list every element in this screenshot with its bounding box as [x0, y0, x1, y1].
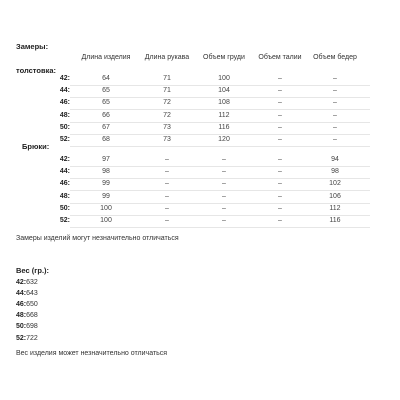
trousers-cell: 100 — [100, 217, 112, 224]
sweatshirt-cell: – — [278, 75, 282, 82]
weight-value: 643 — [26, 290, 38, 297]
weight-value: 698 — [26, 323, 38, 330]
trousers-size-label: 42: — [59, 156, 70, 163]
sweatshirt-size-label: 42: — [59, 75, 70, 82]
trousers-cell: 99 — [102, 193, 110, 200]
weight-row — [16, 335, 38, 342]
sweatshirt-cell: – — [333, 75, 337, 82]
sweatshirt-cell: 65 — [102, 99, 110, 106]
trousers-cell: – — [165, 156, 169, 163]
trousers-cell: 98 — [102, 168, 110, 175]
weight-value: 668 — [26, 312, 38, 319]
weight-size-label: 42: — [16, 279, 27, 286]
trousers-cell: 99 — [102, 180, 110, 187]
sweatshirt-cell: – — [333, 136, 337, 143]
trousers-size-label: 46: — [59, 180, 70, 187]
measurements-note: Замеры изделий могут незначительно отличаться — [16, 235, 179, 242]
trousers-cell: 116 — [329, 217, 341, 224]
sweatshirt-cell: 72 — [163, 99, 171, 106]
row-divider — [70, 227, 370, 228]
trousers-cell: 97 — [102, 156, 110, 163]
column-header-hips: Объем бедер — [313, 54, 357, 61]
trousers-cell: – — [278, 217, 282, 224]
trousers-size-label: 52: — [59, 217, 70, 224]
weight-row — [16, 312, 38, 319]
weight-value: 722 — [26, 335, 38, 342]
trousers-cell: – — [222, 217, 226, 224]
trousers-cell: 112 — [329, 205, 341, 212]
trousers-title: Брюки: — [22, 142, 50, 151]
weight-title: Вес (гр.): — [16, 266, 50, 275]
sweatshirt-size-label: 46: — [59, 99, 70, 106]
sweatshirt-cell: – — [333, 99, 337, 106]
row-divider — [70, 122, 370, 123]
sweatshirt-cell: – — [278, 87, 282, 94]
sweatshirt-cell: 72 — [163, 112, 171, 119]
sweatshirt-cell: – — [333, 112, 337, 119]
sweatshirt-cell: 120 — [218, 136, 230, 143]
sweatshirt-cell: 71 — [163, 75, 171, 82]
weight-row — [16, 279, 38, 286]
weight-value: 632 — [26, 279, 38, 286]
trousers-cell: – — [278, 180, 282, 187]
weight-size-label: 52: — [16, 335, 27, 342]
sweatshirt-size-label: 44: — [59, 87, 70, 94]
trousers-cell: – — [165, 168, 169, 175]
trousers-size-label: 50: — [59, 205, 70, 212]
weight-row — [16, 301, 38, 308]
trousers-cell: 94 — [331, 156, 339, 163]
sweatshirt-size-label: 52: — [59, 136, 70, 143]
row-divider — [70, 215, 370, 216]
sweatshirt-size-label: 50: — [59, 124, 70, 131]
measurements-title: Замеры: — [16, 42, 49, 51]
weight-size-label: 50: — [16, 323, 27, 330]
sweatshirt-cell: 104 — [218, 87, 230, 94]
weight-value: 650 — [26, 301, 38, 308]
row-divider — [70, 97, 370, 98]
trousers-cell: – — [222, 205, 226, 212]
row-divider — [70, 109, 370, 110]
trousers-cell: – — [165, 205, 169, 212]
row-divider — [70, 203, 370, 204]
trousers-cell: 98 — [331, 168, 339, 175]
sweatshirt-cell: – — [278, 112, 282, 119]
row-divider — [70, 146, 370, 147]
column-header-length: Длина изделия — [81, 54, 131, 61]
weight-size-label: 46: — [16, 301, 27, 308]
trousers-cell: – — [222, 193, 226, 200]
column-header-sleeve: Длина рукава — [144, 54, 190, 61]
row-divider — [70, 190, 370, 191]
trousers-cell: 102 — [329, 180, 341, 187]
sweatshirt-cell: 108 — [218, 99, 230, 106]
trousers-size-label: 48: — [59, 193, 70, 200]
weight-size-label: 44: — [16, 290, 27, 297]
trousers-cell: – — [165, 180, 169, 187]
sweatshirt-cell: 73 — [163, 124, 171, 131]
row-divider — [70, 166, 370, 167]
sweatshirt-cell: 100 — [218, 75, 230, 82]
sweatshirt-title: толстовка: — [16, 66, 56, 75]
trousers-cell: – — [222, 156, 226, 163]
sweatshirt-cell: 71 — [163, 87, 171, 94]
trousers-cell: – — [278, 205, 282, 212]
sweatshirt-cell: 112 — [218, 112, 230, 119]
column-header-waist: Объем талии — [258, 54, 302, 61]
sweatshirt-cell: – — [278, 136, 282, 143]
row-divider — [70, 85, 370, 86]
sweatshirt-cell: – — [278, 124, 282, 131]
trousers-cell: – — [222, 180, 226, 187]
trousers-cell: – — [165, 217, 169, 224]
sweatshirt-cell: – — [278, 99, 282, 106]
sweatshirt-cell: 64 — [102, 75, 110, 82]
row-divider — [70, 178, 370, 179]
weight-size-label: 48: — [16, 312, 27, 319]
column-header-chest: Объем груди — [203, 54, 245, 61]
trousers-cell: – — [222, 168, 226, 175]
trousers-cell: – — [165, 193, 169, 200]
trousers-cell: 100 — [100, 205, 112, 212]
sweatshirt-cell: 68 — [102, 136, 110, 143]
sweatshirt-cell: 116 — [218, 124, 230, 131]
trousers-cell: – — [278, 156, 282, 163]
weight-row — [16, 290, 38, 297]
sweatshirt-cell: – — [333, 124, 337, 131]
sweatshirt-size-label: 48: — [59, 112, 70, 119]
sweatshirt-cell: 67 — [102, 124, 110, 131]
weight-note: Вес изделия может незначительно отличаться — [16, 350, 168, 357]
row-divider — [70, 134, 370, 135]
trousers-cell: – — [278, 193, 282, 200]
weight-row — [16, 323, 38, 330]
sweatshirt-cell: 73 — [163, 136, 171, 143]
trousers-cell: – — [278, 168, 282, 175]
sweatshirt-cell: 66 — [102, 112, 110, 119]
trousers-size-label: 44: — [59, 168, 70, 175]
sweatshirt-cell: 65 — [102, 87, 110, 94]
trousers-cell: 106 — [329, 193, 341, 200]
sweatshirt-cell: – — [333, 87, 337, 94]
